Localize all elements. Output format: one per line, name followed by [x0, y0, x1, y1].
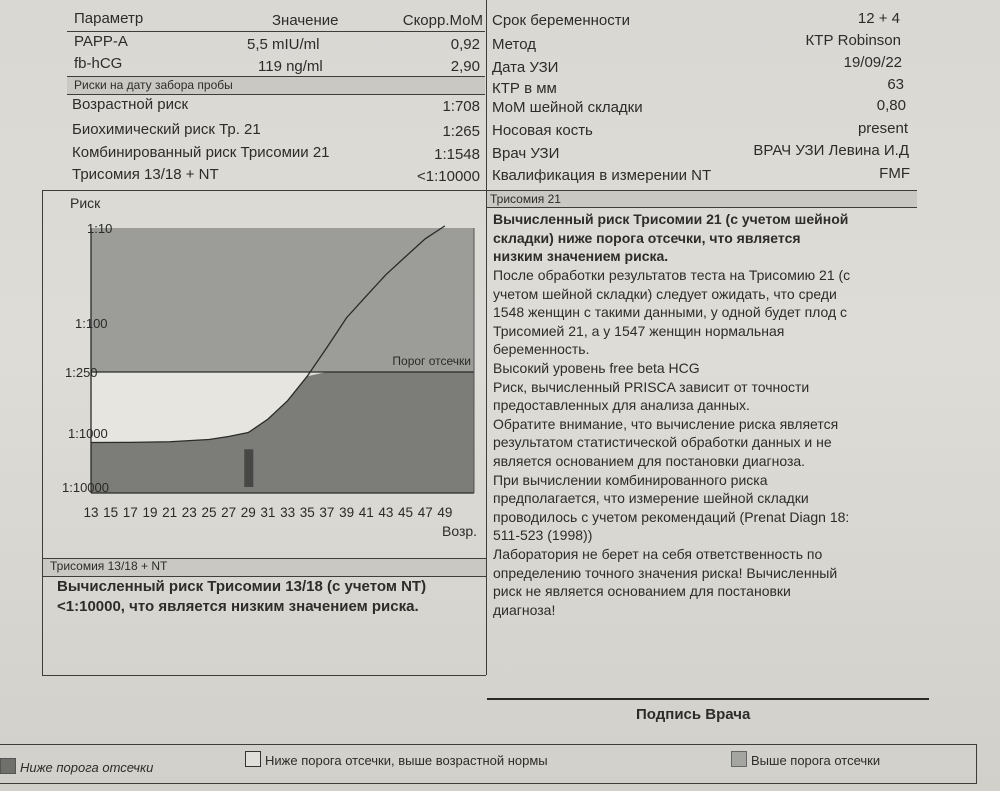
t21-line: Обратите внимание, что вычисление риска является: [493, 415, 839, 432]
t21-line: диагноза!: [493, 601, 556, 618]
info-label: Метод: [492, 36, 536, 53]
info-value: ВРАЧ УЗИ Левина И.Д: [753, 142, 909, 159]
info-label: Врач УЗИ: [492, 145, 560, 162]
risk-name: Возрастной риск: [72, 96, 189, 113]
info-value: 12 + 4: [857, 10, 900, 27]
x-tick-label: 35: [299, 505, 315, 520]
x-tick-label: 15: [103, 505, 119, 520]
x-tick-label: 43: [378, 505, 394, 520]
risk-value: 1:265: [442, 123, 480, 140]
risk-value: 1:1548: [434, 146, 480, 163]
t21-line: учетом шейной складки) следует ожидать, что среди: [493, 285, 837, 302]
t21-line: При вычислении комбинированного риска: [493, 471, 768, 488]
risk-name: Комбинированный риск Трисомии 21: [72, 144, 330, 161]
legend-label: Ниже порога отсечки: [20, 760, 154, 775]
x-tick-label: 39: [339, 505, 355, 520]
t21-line: беременность.: [493, 341, 590, 358]
t21-line: Лаборатория не берет на себя ответственность по: [493, 545, 823, 562]
param-mom: 0,92: [450, 36, 480, 53]
x-tick-label: 25: [201, 505, 217, 520]
chart-ylabel: Риск: [70, 195, 101, 211]
y-tick-label: 1:250: [65, 365, 98, 380]
t21-bold-line: складки) ниже порога отсечки, что является: [493, 229, 801, 246]
x-tick-label: 47: [417, 505, 433, 520]
info-label: Срок беременности: [492, 12, 631, 29]
high-risk-region: [91, 228, 474, 372]
legend-label: Ниже порога отсечки, выше возрастной нормы: [265, 753, 548, 768]
x-tick-label: 41: [358, 505, 374, 520]
t21-conclusion: [493, 210, 913, 266]
t21-line: 1548 женщин с такими данными, у одной будет плод с: [493, 304, 848, 321]
t21-line: определению точного значения риска! Вычисленный: [493, 564, 838, 581]
x-tick-label: 45: [398, 505, 414, 520]
param-header-mom: Скорр.МоМ: [402, 12, 483, 29]
t1318-line: <1:10000, что является низким значением риска.: [57, 598, 419, 615]
x-tick-label: 31: [260, 505, 276, 520]
t21-line: является основанием для постановки диагноза.: [493, 452, 806, 469]
t21-line: проводилось с учетом рекомендаций (Prenat Diagn 18:: [493, 508, 850, 525]
info-value: 0,80: [876, 97, 906, 114]
param-name: fb-hCG: [74, 55, 123, 72]
x-tick-label: 33: [280, 505, 296, 520]
t21-line: После обработки результатов теста на Трисомию 21 (с: [493, 267, 851, 283]
x-tick-label: 27: [221, 505, 237, 520]
t21-line: Высокий уровень free beta HCG: [493, 359, 700, 376]
y-tick-label: 1:10000: [62, 480, 109, 495]
risk-name: Трисомия 13/18 + NT: [72, 166, 219, 183]
t21-line: Риск, вычисленный PRISCA зависит от точности: [493, 378, 810, 395]
t21-bold-line: низким значением риска.: [493, 248, 669, 265]
info-label: Дата УЗИ: [492, 59, 559, 76]
t1318-header: Трисомия 13/18 + NT: [50, 559, 168, 573]
y-tick-label: 1:1000: [68, 426, 108, 441]
info-label: Квалификация в измерении NT: [492, 167, 712, 184]
risks-header: Риски на дату забора пробы: [74, 78, 233, 92]
param-header-name: Параметр: [74, 10, 144, 27]
info-value: КТР Robinson: [805, 32, 901, 49]
info-value: FMF: [879, 165, 910, 182]
risk-value: <1:10000: [417, 168, 480, 185]
t21-line: риск не является основанием для постановки: [493, 583, 791, 600]
t21-line: результатом статистической обработки данных и не: [493, 434, 832, 451]
legend-swatch-mid: [245, 751, 261, 767]
y-tick-label: 1:10: [87, 221, 113, 236]
info-value: present: [857, 120, 908, 137]
risk-chart: [0, 0, 490, 560]
info-label: МоМ шейной складки: [492, 99, 643, 116]
t1318-line: Вычисленный риск Трисомии 13/18 (с учетом NT): [57, 578, 427, 595]
cutoff-label: Порог отсечки: [392, 354, 471, 368]
t21-line: предоставленных для анализа данных.: [493, 397, 750, 414]
info-value: 19/09/22: [843, 54, 902, 71]
y-tick-label: 1:100: [75, 316, 108, 331]
t21-body: [493, 266, 913, 619]
signature-label: Подпись Врача: [636, 706, 751, 723]
x-tick-label: 19: [142, 505, 158, 520]
risk-name: Биохимический риск Тр. 21: [72, 121, 261, 138]
x-tick-label: 13: [83, 505, 99, 520]
param-header-value: Значение: [272, 12, 339, 29]
x-tick-label: 37: [319, 505, 335, 520]
x-tick-label: 49: [437, 505, 453, 520]
t21-line: предполагается, что измерение шейной складки: [493, 490, 809, 507]
legend-swatch-low: [0, 758, 16, 774]
chart-xlabel: Возр.: [442, 523, 478, 539]
param-mom: 2,90: [450, 58, 480, 75]
info-label: КТР в мм: [492, 80, 557, 97]
t21-line: 511-523 (1998)): [493, 527, 593, 544]
x-tick-label: 23: [181, 505, 197, 520]
t21-header: Трисомия 21: [490, 192, 561, 206]
patient-risk-marker: [244, 449, 253, 487]
info-label: Носовая кость: [492, 122, 593, 139]
param-value: 5,5 mIU/ml: [247, 36, 320, 53]
x-tick-label: 17: [122, 505, 138, 520]
risk-value: 1:708: [442, 98, 480, 115]
legend-swatch-high: [731, 751, 747, 767]
x-tick-label: 29: [240, 505, 256, 520]
t21-bold-line: Вычисленный риск Трисомии 21 (с учетом шейной: [493, 211, 849, 227]
legend-label: Выше порога отсечки: [751, 753, 881, 768]
param-name: PAPP-A: [74, 33, 128, 50]
t21-line: Трисомией 21, а у 1547 женщин нормальная: [493, 322, 785, 339]
param-value: 119 ng/ml: [258, 58, 323, 75]
x-tick-label: 21: [162, 505, 178, 520]
info-value: 63: [887, 76, 904, 93]
